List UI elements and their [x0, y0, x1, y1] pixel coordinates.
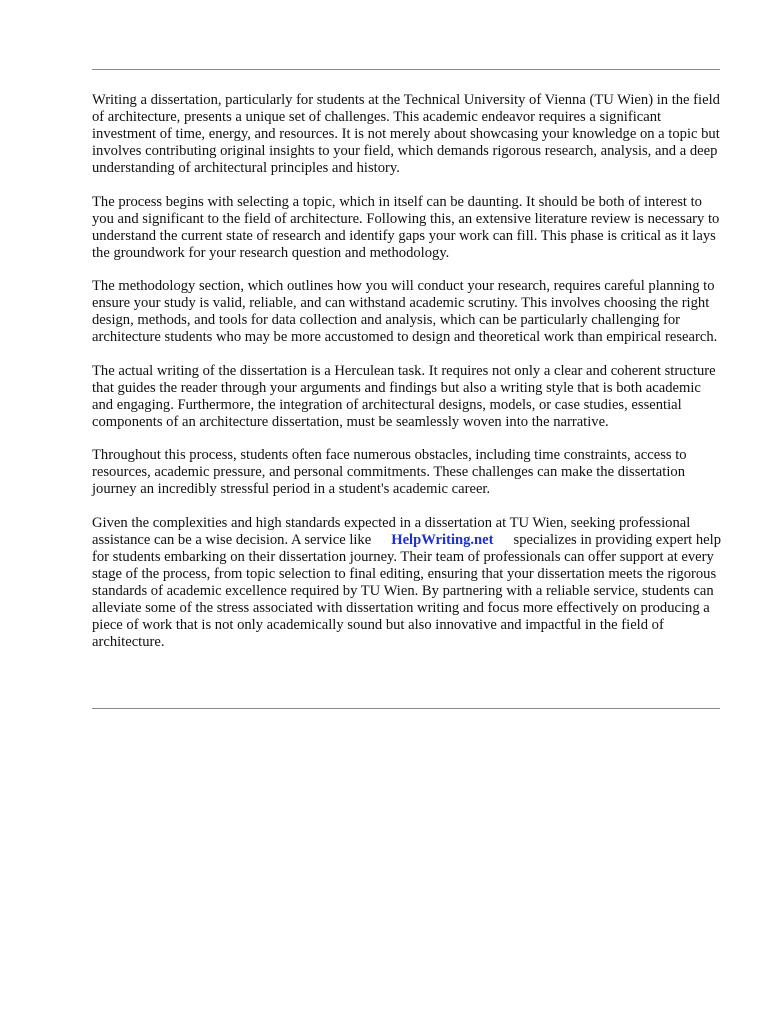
paragraph-topic-selection: The process begins with selecting a topic, which in itself can be daunting. It should be both of interest to you and significant to the field of architecture. Following this, an extensive literature review is necessary to understand the current state of research and identify gaps your work can fill. This phase is critical as it lays the groundwork for your research question and methodology.	[92, 193, 720, 261]
paragraph-assistance-before-link: Given the complexities and high standards expected in a dissertation at TU Wien, seeking professional assistance can be a wise decision. A service like	[92, 514, 691, 548]
document-body	[92, 92, 724, 667]
paragraph-writing: The actual writing of the dissertation is a Herculean task. It requires not only a clear and coherent structure that guides the reader through your arguments and findings but also a writing style that is both academic and engaging. Furthermore, the integration of architectural designs, models, or case studies, essential components of an architecture dissertation, must be seamlessly woven into the narrative.	[92, 362, 716, 430]
bottom-divider	[92, 708, 720, 709]
top-divider	[92, 69, 720, 70]
helpwriting-link[interactable]: HelpWriting.net	[391, 531, 494, 548]
paragraph-obstacles: Throughout this process, students often face numerous obstacles, including time constraints, access to resources, academic pressure, and personal commitments. These challenges can make the dissertation journey an incredibly stressful period in a student's academic career.	[92, 447, 687, 497]
paragraph-assistance-after-link: specializes in providing expert help for students embarking on their dissertation journey. Their team of professionals can offer support at every stage of the process, from topic selection to final editing, ensuring that your dissertation meets the rigorous standards of academic excellence required by TU Wien. By partnering with a reliable service, students can alleviate some of the stress associated with dissertation writing and focus more effectively on producing a piece of work that is not only academically sound but also innovative and impactful in the field of architecture.	[92, 531, 722, 650]
paragraph-assistance	[92, 515, 724, 651]
paragraph-methodology: The methodology section, which outlines how you will conduct your research, requires careful planning to ensure your study is valid, reliable, and can withstand academic scrutiny. This involves choosing the right design, methods, and tools for data collection and analysis, which can be particularly challenging for architecture students who may be more accustomed to design and theoretical work than empirical research.	[92, 278, 718, 345]
paragraph-intro: Writing a dissertation, particularly for students at the Technical University of Vienna (TU Wien) in the field of architecture, presents a unique set of challenges. This academic endeavor requires a significant investment of time, energy, and resources. It is not merely about showcasing your knowledge on a topic but involves contributing original insights to your field, which demands rigorous research, analysis, and a deep understanding of architectural principles and history.	[92, 92, 720, 176]
